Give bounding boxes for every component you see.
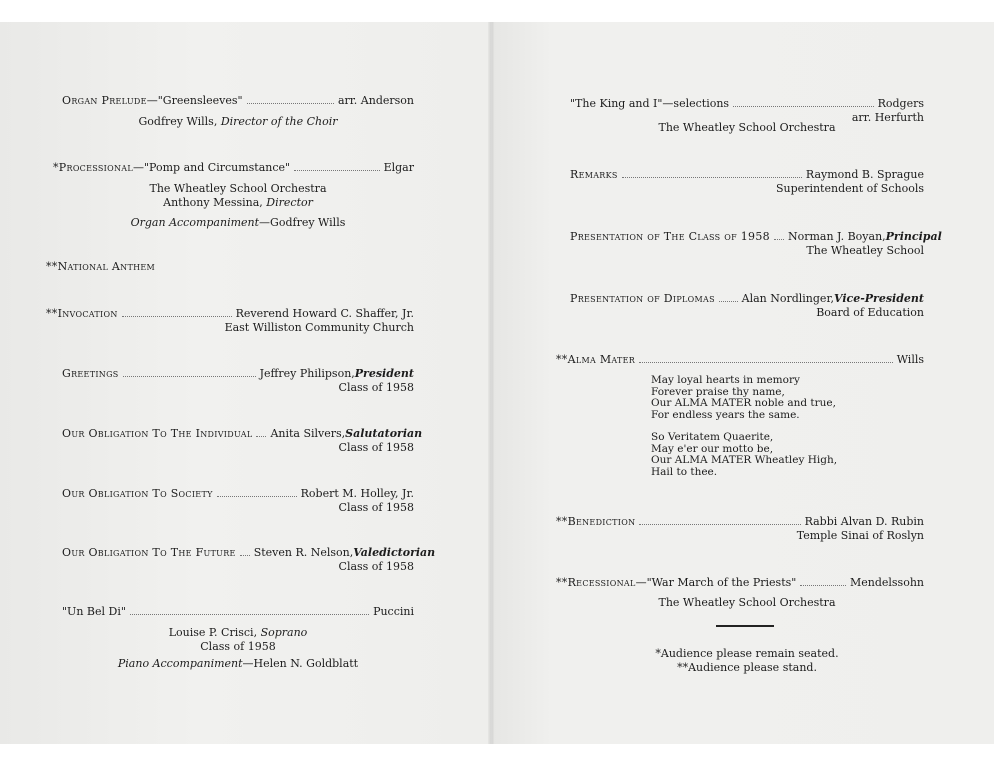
recessional-line: **Recessional —"War March of the Priests" Mendelssohn [556,576,924,589]
remarks-line: Remarks Raymond B. Sprague [570,168,924,181]
processional-director: Anthony Messina, Director [163,196,313,209]
bel-di-class: Class of 1958 [200,640,276,653]
future-line: Our Obligation To The Future Steven R. Nelson, Valedictorian [62,546,436,559]
greetings-line: Greetings Jeffrey Philipson, President [62,367,414,380]
bel-di-performer: Louise P. Crisci, Soprano [168,626,308,639]
national-anthem: **National Anthem [46,260,155,273]
bel-di-line: "Un Bel Di" Puccini [62,605,414,618]
divider-rule [716,625,774,627]
organ-prelude-performer: Godfrey Wills, Director of the Choir [138,115,338,128]
processional-orchestra: The Wheatley School Orchestra [149,182,327,195]
invocation-church: East Williston Community Church [224,321,414,334]
class-presentation-school: The Wheatley School [806,244,924,257]
individual-line: Our Obligation To The Individual Anita Silvers, Salutatorian [62,427,423,440]
benediction-temple: Temple Sinai of Roslyn [796,529,924,542]
king-and-i-line: "The King and I"—selections Rodgers [570,97,924,110]
greetings-class: Class of 1958 [338,381,414,394]
bel-di-accompaniment: Piano Accompaniment—Helen N. Goldblatt [117,657,359,670]
individual-class: Class of 1958 [338,441,414,454]
alma-mater-verse-2: So Veritatem Quaerite, May e'er our motto be, Our ALMA MATER Wheatley High, Hail to thee. [651,431,838,478]
processional-line: *Processional —"Pomp and Circumstance" Elgar [53,161,414,174]
class-presentation-line: Presentation of The Class of 1958 Norman J. Boyan, Principal [570,230,942,243]
king-and-i-orchestra: The Wheatley School Orchestra [658,121,836,134]
note-stand: **Audience please stand. [677,661,817,674]
alma-mater-line: **Alma Mater Wills [556,353,924,366]
society-class: Class of 1958 [338,501,414,514]
benediction-line: **Benediction Rabbi Alvan D. Rubin [556,515,924,528]
society-line: Our Obligation To Society Robert M. Holley, Jr. [62,487,414,500]
future-class: Class of 1958 [338,560,414,573]
note-seated: *Audience please remain seated. [655,647,839,660]
page-fold [488,22,494,744]
king-and-i-arranger: arr. Herfurth [851,111,924,124]
remarks-role: Superintendent of Schools [776,182,924,195]
diplomas-board: Board of Education [816,306,924,319]
alma-mater-verse-1: May loyal hearts in memory Forever praise thy name, Our ALMA MATER noble and true, For endless years the same. [651,374,836,421]
processional-accompaniment: Organ Accompaniment—Godfrey Wills [130,216,346,229]
recessional-orchestra: The Wheatley School Orchestra [658,596,836,609]
organ-prelude-line: Organ Prelude —"Greensleeves" arr. Anderson [62,94,414,107]
invocation-line: **Invocation Reverend Howard C. Shaffer, Jr. [46,307,414,320]
diplomas-line: Presentation of Diplomas Alan Nordlinger, Vice-President [570,292,924,305]
